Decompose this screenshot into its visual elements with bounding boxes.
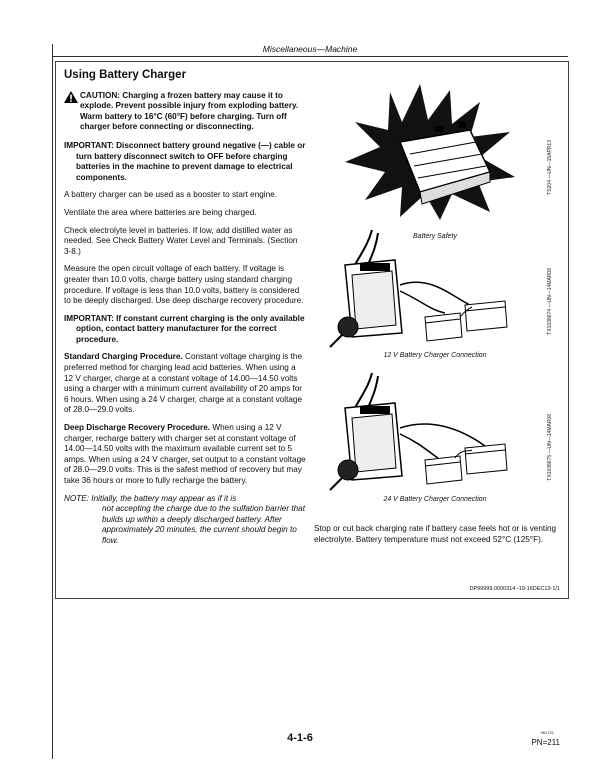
battery-explosion-figure [340,82,530,222]
caution-text: CAUTION: Charging a frozen battery may cause it to explode. Prevent possible injury from exploding battery. Warm battery to 16°C (60°F) before charging. Turn off charger before connecting or disconnecting. [80,90,299,132]
paragraph-ventilate: Ventilate the area where batteries are being charged. [64,207,257,217]
fig2-caption: 12 V Battery Charger Connection [383,352,487,359]
paragraph-electrolyte: Check electrolyte level in batteries. If low, add distilled water as needed. See Check Battery Water Level and Terminals. (Section 3-8.) [64,225,298,256]
standard-text: Constant voltage charging is the preferred method for charging lead acid batteries. When using a 12 V charger, charge at a constant voltage of 14.00—14.50 volts using a charger with a minimum current availability of 20 amps for 6 hours. When using a 24 V charger, charge at a constant voltage of 28.0—29.0 volts. [64,352,303,415]
fig1-code: TS204 —UN—15APR13 [547,140,553,195]
paragraph-deep [64,423,307,487]
page-number: 4-1-6 [287,732,313,744]
deep-text: When using a 12 V charger, recharge battery with charger set at constant voltage of 14.00—14.50 volts with the maximum available current set to 5 amps. When using a 24 V charger, set output to a constant voltage of 28.0—29.0 volts. This is the safest method of recovery but may take 36 hours or more to fully recharge the battery. [64,423,306,485]
margin-rule [52,44,53,759]
left-column [64,70,307,554]
note-rest: not accepting the charge due to the sulfation barrier that builds up within a deeply discharged battery. After approximately 20 minutes, the current should begin to flow. [102,504,306,545]
note-first-line: NOTE: Initially, the battery may appear as if it is [64,493,237,503]
paragraph-booster: A battery charger can be used as a booster to start engine. [64,190,278,200]
important-disconnect: IMPORTANT: Disconnect battery ground negative (—) cable or turn battery disconnect switch to OFF before charging batteries in the machine to prevent damage to electrical components. [64,140,306,182]
paragraph-standard [64,352,307,416]
document-reference: DP99999,0000314 -19-16DEC13-1/1 [469,586,560,592]
deep-heading: Deep Discharge Recovery Procedure. [64,423,211,433]
charger-24v-figure [320,368,530,493]
fig3-code: TX1038675 —UN—14MAR08 [547,414,553,481]
fig1-caption: Battery Safety [413,233,457,240]
standard-heading: Standard Charging Procedure. [64,352,183,362]
section-title: Using Battery Charger [64,69,187,81]
charger-12v-figure [320,225,530,350]
warning-triangle-icon [64,91,78,133]
paragraph-voltage: Measure the open circuit voltage of each battery. If voltage is greater than 10.0 volts, charge battery using standard charging procedure. If voltage is less than 10.0 volts, battery is considered to be deeply discharged. Use deep discharge recovery procedure. [64,264,304,306]
header-rule [52,56,568,57]
fig2-code: TX1038674 —UN—14MAR08 [547,268,553,335]
caution-block [64,91,307,133]
pn-label: PN=211 [531,738,560,747]
page-header: Miscellaneous—Machine [262,44,358,54]
tiny-code: 061721 [540,730,554,735]
right-paragraph: Stop or cut back charging rate if battery case feels hot or is venting electrolyte. Battery temperature must not exceed 52°C (125°F). [314,524,557,544]
note-paragraph [64,494,307,547]
important-constant-current: IMPORTANT: If constant current charging is the only available option, contact battery manufacturer for the correct procedure. [64,313,305,344]
fig3-caption: 24 V Battery Charger Connection [383,496,487,503]
